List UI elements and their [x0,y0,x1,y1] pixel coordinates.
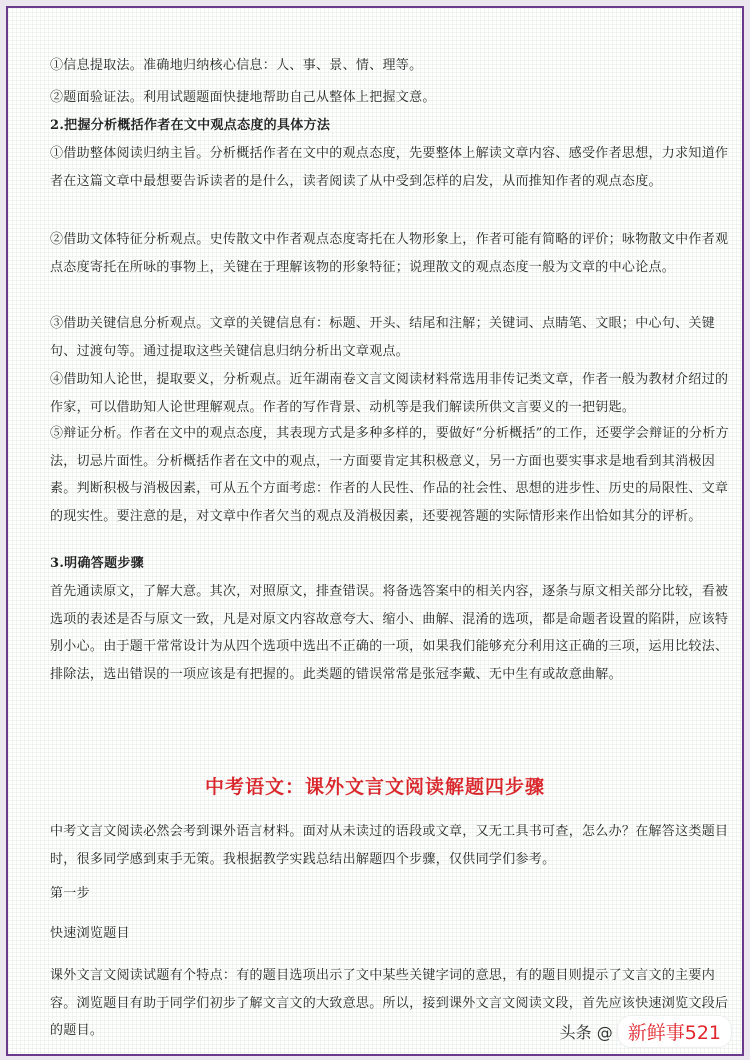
document-page [8,8,742,1054]
watermark-account: 新鲜事521 [617,1015,732,1048]
paragraph-intro: 中考文言文阅读必然会考到课外语言材料。面对从未读过的语段或文章，又无工具书可查，怎么办？在解答这类题目时，很多同学感到束手无策。我根据教学实践总结出解题四个步骤，仅供同学们参考。 [50,824,729,867]
section-title: 中考语文：课外文言文阅读解题四步骤 [204,776,545,798]
document-frame [6,6,744,1056]
paragraph-first-read: 首先通读原文，了解大意。其次，对照原文，排查错误。将备选答案中的相关内容，逐条与原文相关部分比较，看被选项的表述是否与原文一致，凡是对原文内容故意夸大、缩小、曲解、混淆的选项，都是命题者设置的陷阱，应该特别小心。由于题干常常设计为从四个选项中选出不正确的一项，如果我们能够充分利用这正确的三项，运用比较法、排除法，选出错误的一项应该是有把握的。此类题的错误常常是张冠李戴、无中生有或故意曲解。 [50,584,729,682]
heading-answer-steps: 3.明确答题步骤 [50,556,144,571]
paragraph-key-info: ③借助关键信息分析观点。文章的关键信息有：标题、开头、结尾和注解；关键词、点睛笔、文眼；中心句、关键句、过渡句等。通过提取这些关键信息归纳分析出文章观点。 [50,316,716,359]
paragraph-step-one: 课外文言文阅读试题有个特点：有的题目选项出示了文中某些关键字词的意思，有的题目则提示了文言文的主要内容。浏览题目有助于同学们初步了解文言文的大致意思。所以，接到课外文言文阅读文段，首先应该快速浏览文段后的题目。 [50,968,729,1038]
paragraph-question-verification: ②题面验证法。利用试题题面快捷地帮助自己从整体上把握文意。 [50,90,436,105]
paragraph-info-extraction: ①信息提取法。准确地归纳核心信息：人、事、景、情、理等。 [50,58,423,73]
heading-method-2: 2.把握分析概括作者在文中观点态度的具体方法 [50,118,331,133]
watermark [560,1015,732,1048]
paragraph-dialectical: ⑤辩证分析。作者在文中的观点态度，其表现方式是多种多样的，要做好“分析概括”的工作，还要学会辩证的分析方法，切忌片面性。分析概括作者在文中的观点，一方面要肯定其积极意义，另一方面也要实事求是地看到其消极因素。判断积极与消极因素，可从五个方面考虑：作者的人民性、作品的社会性、思想的进步性、历史的局限性、文章的现实性。要注意的是，对文章中作者欠当的观点及消极因素，还要视答题的实际情形来作出恰如其分的评析。 [50,426,729,524]
paragraph-overall-reading: ①借助整体阅读归纳主旨。分析概括作者在文中的观点态度，先要整体上解读文章内容、感受作者思想，力求知道作者在这篇文章中最想要告诉读者的是什么，读者阅读了从中受到怎样的启发，从而推知作者的观点态度。 [50,146,729,189]
step-one-title: 快速浏览题目 [50,926,130,941]
step-one-label: 第一步 [50,886,90,901]
paragraph-genre-features: ②借助文体特征分析观点。史传散文中作者观点态度寄托在人物形象上，作者可能有简略的评价；咏物散文中作者观点态度寄托在所咏的事物上，关键在于理解该物的形象特征；说理散文的观点态度一般为文章的中心论点。 [50,232,729,275]
watermark-platform: 头条 @ [559,1023,613,1042]
paragraph-know-author: ④借助知人论世，提取要义，分析观点。近年湖南卷文言文阅读材料常选用非传记类文章，作者一般为教材介绍过的作家，可以借助知人论世理解观点。作者的写作背景、动机等是我们解读所供文言要义的一把钥匙。 [50,372,729,415]
